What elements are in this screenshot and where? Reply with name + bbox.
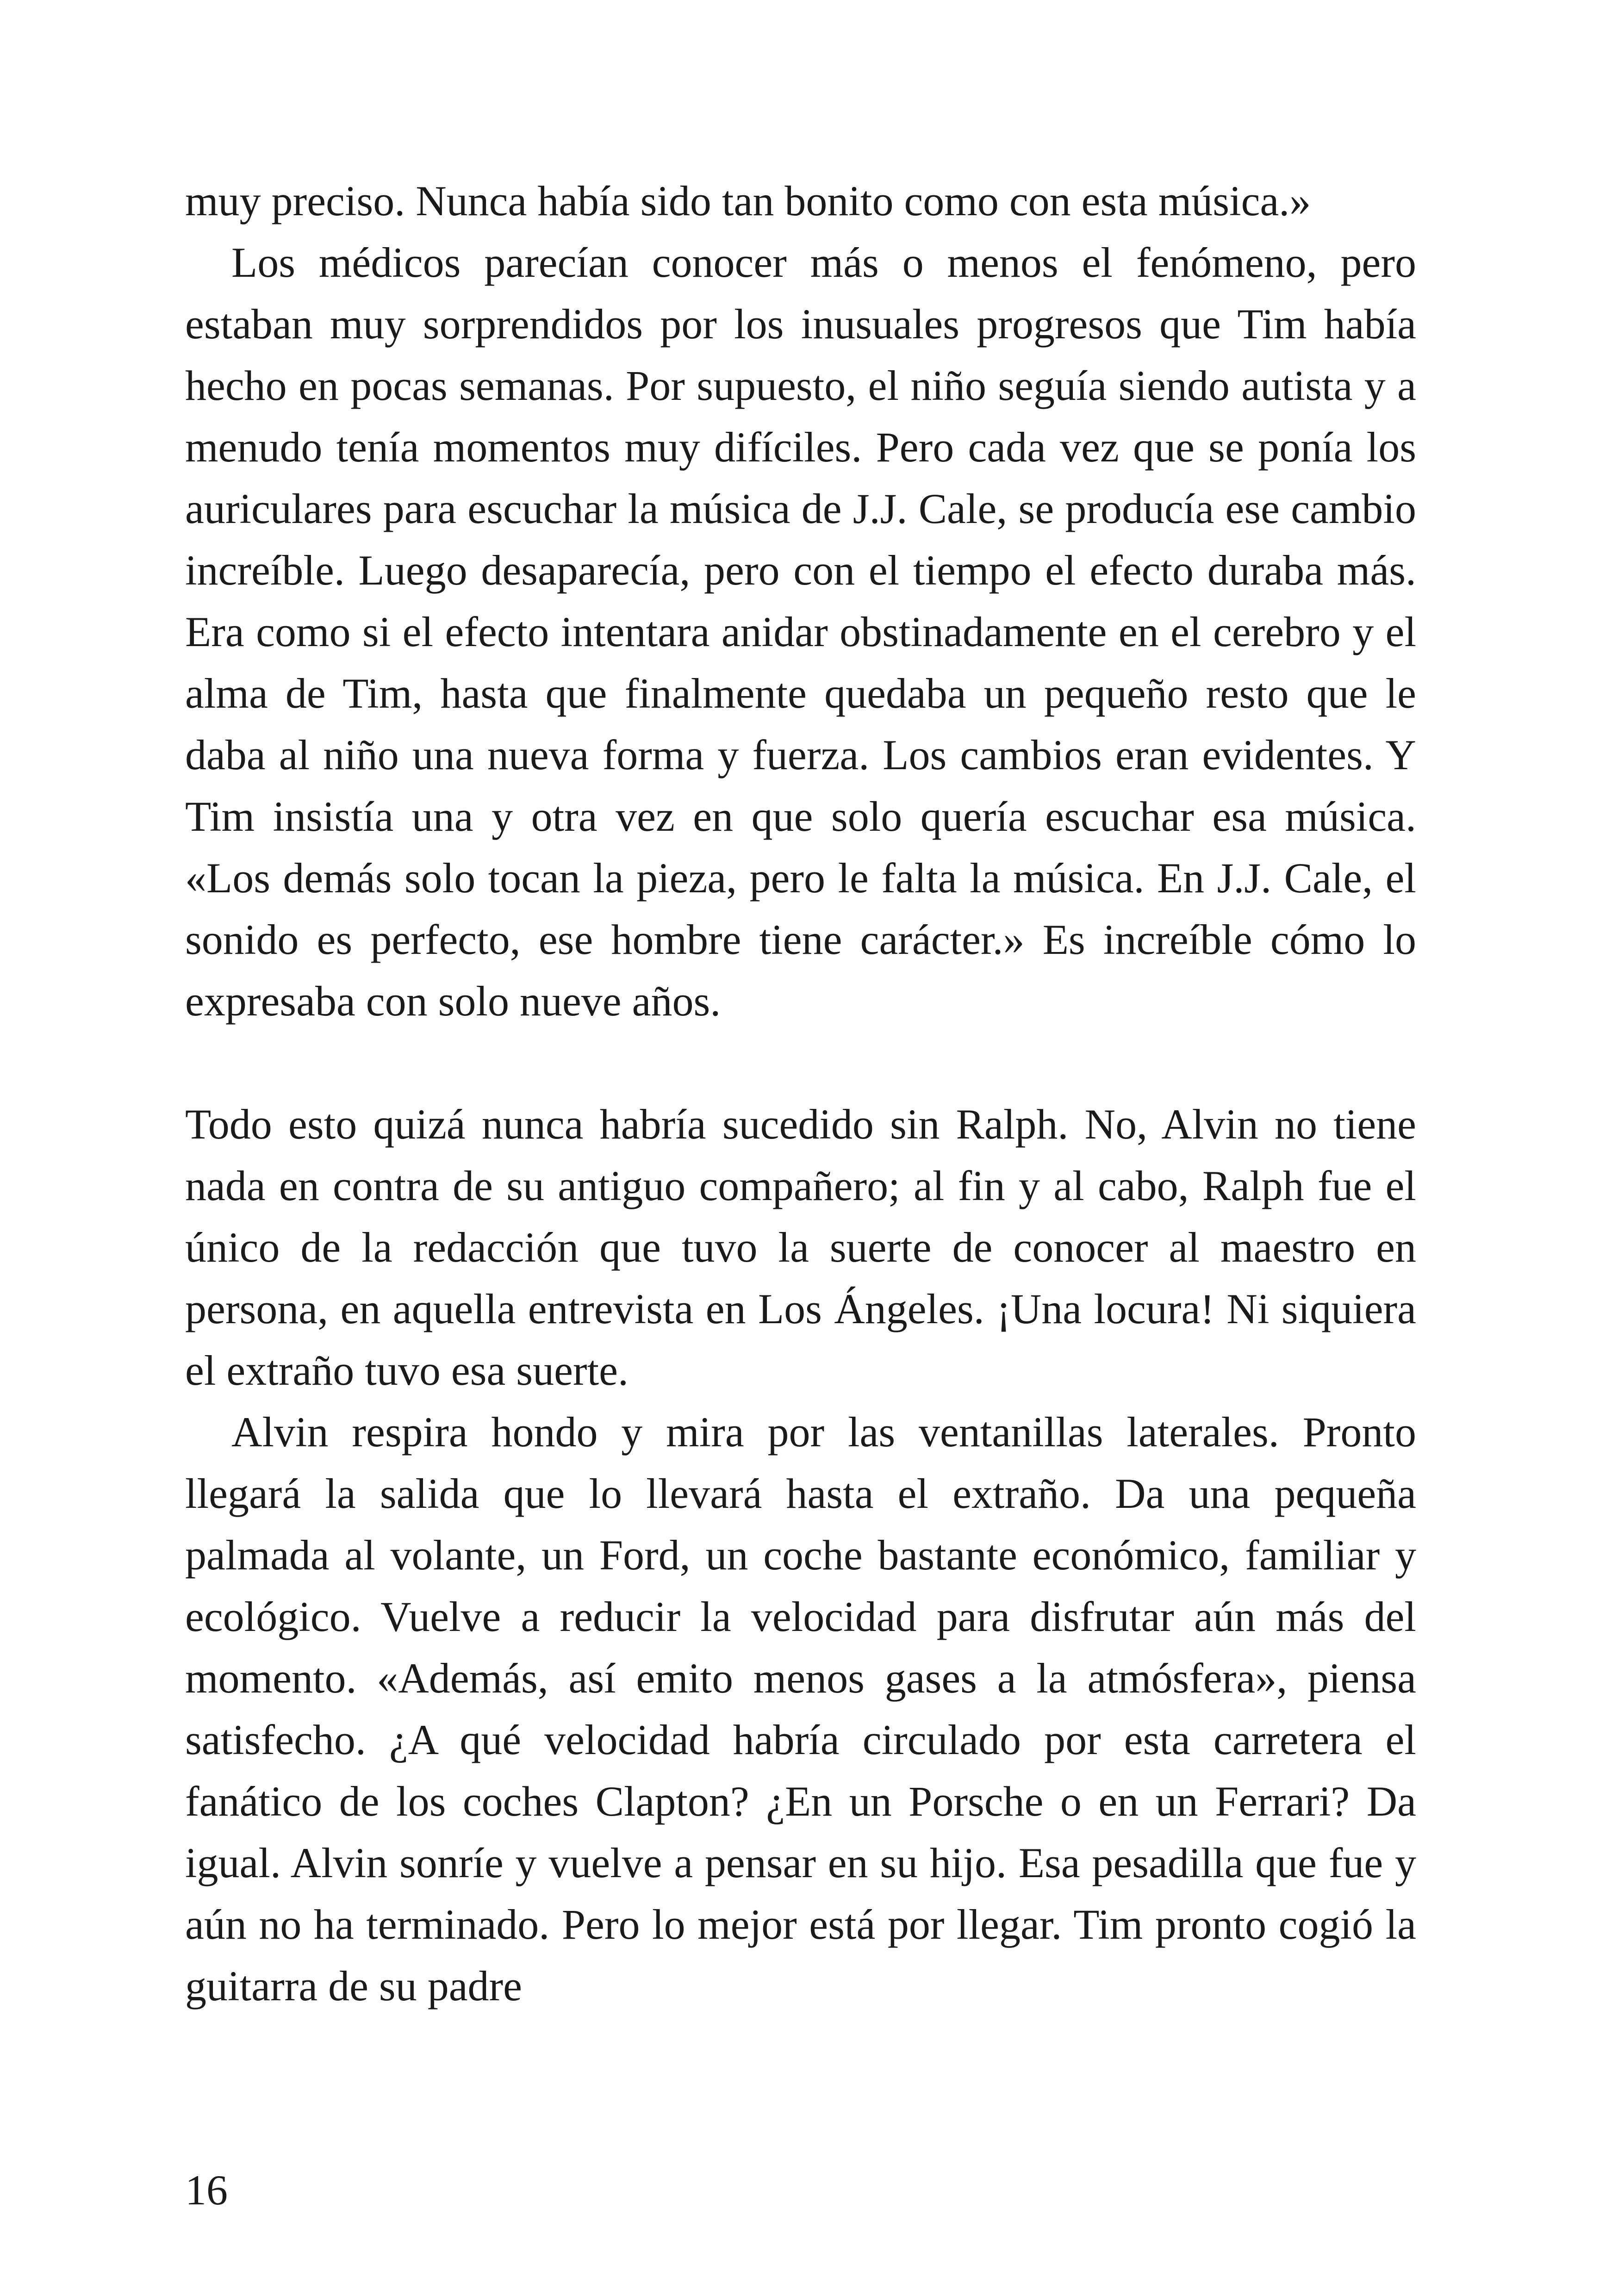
- page-number: 16: [185, 2166, 228, 2214]
- paragraph-section-start: Todo esto quizá nunca habría sucedido sin Ralph. No, Alvin no tiene nada en contra de su antiguo compañero; al fin y al cabo, Ralph fue el único de la redacción que tuvo la suerte de conocer al maestro en persona, en aquella entrevista en Los Ángeles. ¡Una locura! Ni siquiera el extraño tuvo esa suerte.: [185, 1101, 1416, 1394]
- paragraph-continuation: muy preciso. Nunca había sido tan bonito como con esta música.»: [185, 177, 1311, 224]
- body-text: [185, 170, 1416, 2017]
- paragraph-doctors: Los médicos parecían conocer más o menos el fenómeno, pero estaban muy sorprendidos por los inusuales progresos que Tim había hecho en pocas semanas. Por supuesto, el niño seguía siendo autista y a menudo tenía momentos muy difíciles. Pero cada vez que se ponía los auriculares para escuchar la música de J.J. Cale, se producía ese cambio increíble. Luego desaparecía, pero con el tiempo el efecto duraba más. Era como si el efecto intentara anidar obstinadamente en el cerebro y el alma de Tim, hasta que finalmente quedaba un pequeño resto que le daba al niño una nueva forma y fuerza. Los cambios eran evidentes. Y Tim insistía una y otra vez en que solo quería escuchar esa música. «Los demás solo tocan la pieza, pero le falta la música. En J.J. Cale, el sonido es perfecto, ese hombre tiene carácter.» Es increíble cómo lo expresaba con solo nueve años.: [185, 239, 1416, 1025]
- paragraph-alvin: Alvin respira hondo y mira por las ventanillas laterales. Pronto llegará la salida que lo llevará hasta el extraño. Da una pequeña palmada al volante, un Ford, un coche bastante económico, familiar y ecológico. Vuelve a reducir la velocidad para disfrutar aún más del momento. «Además, así emito menos gases a la atmósfera», piensa satisfecho. ¿A qué velocidad habría circulado por esta carretera el fanático de los coches Clapton? ¿En un Porsche o en un Ferrari? Da igual. Alvin sonríe y vuelve a pensar en su hijo. Esa pesadilla que fue y aún no ha terminado. Pero lo mejor está por llegar. Tim pronto cogió la guitarra de su padre: [185, 1408, 1416, 2010]
